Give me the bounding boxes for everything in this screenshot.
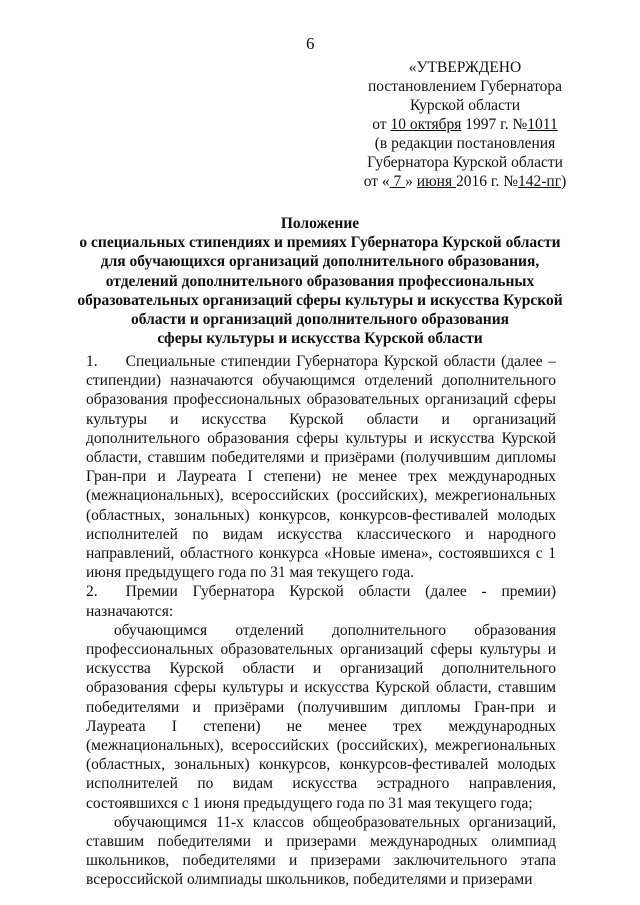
title-line: для обучающихся организаций дополнительного образования, bbox=[100, 253, 540, 271]
approval-date: 10 октября bbox=[390, 116, 462, 133]
approval-stamp bbox=[340, 58, 590, 191]
amendment-suffix: ) bbox=[561, 173, 567, 190]
paragraph-2 bbox=[86, 582, 556, 620]
approval-heading: «УТВЕРЖДЕНО bbox=[408, 59, 522, 76]
paragraph-text: Премии Губернатора Курской области (далее - премии) назначаются: bbox=[86, 583, 556, 620]
approval-line: постановлением Губернатора bbox=[367, 78, 563, 95]
paragraph-text: Специальные стипендии Губернатора Курской области (далее – стипендии) назначаются обучающимся отделений дополнительного образования профессиональных образовательных организаций сферы культуры и искусства Курской области и организаций дополнительного образования сферы культуры и искусства Курской области, ставшим победителями и призёрами (получившим дипломы Гран-при и Лауреата I степени) не менее трех международных (межнациональных), всероссийских (российских), межрегиональных (областных, зональных) конкурсов, конкурсов-фестивалей молодых исполнителей по видам искусства классического и народного направлений, областного конкурса «Новые имена», состоявшихся с 1 июня предыдущего года по 31 мая текущего года. bbox=[86, 353, 556, 582]
amendment-date-line bbox=[340, 172, 590, 191]
paragraph-number: 1. bbox=[86, 353, 98, 370]
paragraph-1 bbox=[86, 352, 556, 582]
document-title bbox=[70, 214, 570, 348]
approval-date-prefix: от bbox=[372, 116, 391, 133]
amendment-month: июня bbox=[416, 173, 456, 190]
approval-line: Курской области bbox=[409, 97, 521, 114]
title-line: сферы культуры и искусства Курской области bbox=[157, 330, 483, 348]
paragraph-number: 2. bbox=[86, 583, 98, 601]
title-line: образовательных организаций сферы культуры и искусства Курской bbox=[77, 291, 563, 309]
amendment-sep: » bbox=[405, 173, 417, 190]
amendment-number: 142-пг bbox=[518, 173, 562, 190]
page-number: 6 bbox=[306, 34, 315, 53]
paragraph-2a: обучающимся отделений дополнительного образования профессиональных образовательных организаций сферы культуры и искусства Курской области и организаций дополнительного образования сферы культуры и искусства Курской области, ставшим победителями и призёрами (получившим дипломы Гран-при и Лауреата I степени) не менее трех международных (межнациональных), всероссийских (российских), межрегиональных (областных, зональных) конкурсов, конкурсов-фестивалей молодых исполнителей по видам искусства эстрадного направления, состоявшихся с 1 июня предыдущего года по 31 мая текущего года; bbox=[86, 621, 556, 812]
approval-line: Губернатора Курской области bbox=[367, 154, 563, 171]
approval-number: 1011 bbox=[527, 116, 558, 133]
title-line: Положение bbox=[280, 215, 360, 232]
paragraph-2b: обучающимся 11-х классов общеобразовательных организаций, ставшим победителями и призерами международных олимпиад школьников, победителями и призерами заключительного этапа всероссийской олимпиады школьников, победителями и призерами bbox=[86, 813, 556, 889]
title-line: отделений дополнительного образования профессиональных bbox=[105, 272, 535, 290]
title-line: о специальных стипендиях и премиях Губернатора Курской области bbox=[79, 234, 561, 252]
approval-date-line bbox=[340, 115, 590, 134]
approval-date-middle: 1997 г. № bbox=[461, 116, 528, 133]
amendment-year: 2016 г. № bbox=[455, 173, 519, 190]
amendment-prefix: от « bbox=[363, 173, 390, 190]
title-line: области и организаций дополнительного образования bbox=[130, 311, 510, 329]
amendment-day: 7 bbox=[389, 173, 406, 190]
approval-line: (в редакции постановления bbox=[374, 135, 556, 152]
document-body bbox=[86, 352, 556, 890]
